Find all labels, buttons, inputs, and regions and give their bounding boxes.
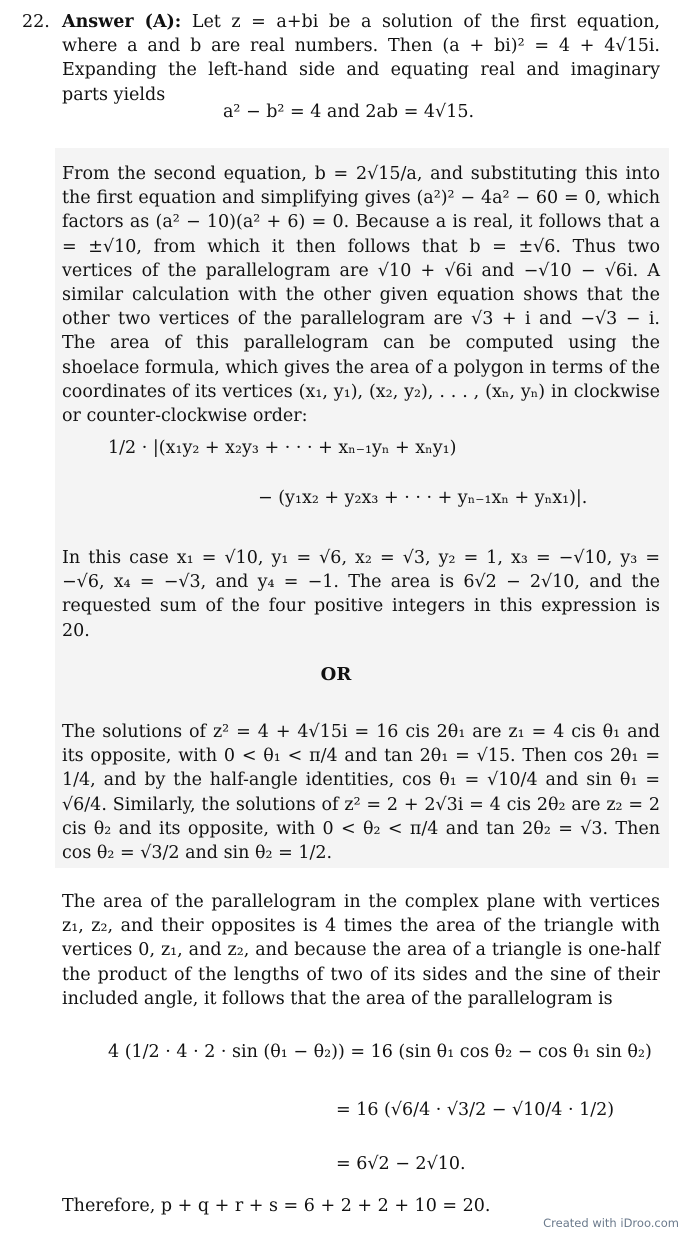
paragraph-triangle-area: The area of the parallelogram in the complex plane with vertices z₁, z₂, and their opposites is 4 times the area of the triangle with vertices 0, z₁, and z₂, and because the area of a triangle is one-half the product of the lengths of two of its sides and the sine of their included angle, it follows that the area of the parallelogram is <box>62 892 660 1009</box>
paragraph-derivation: From the second equation, b = 2√15/a, and substituting this into the first equation and simplifying gives (a²)² − 4a² − 60 = 0, which factors as (a² − 10)(a² + 6) = 0. Because a is real, it follows that a = ±√10, from which it then follows that b = ±√6. Thus two vertices of the parallelogram are √10 + √6i and −√10 − √6i. A similar calculation with the other given equation shows that the other two vertices of the parallelogram are √3 + i and −√3 − i. The area of this parallelogram can be computed using the shoelace formula, which gives the area of a polygon in terms of the coordinates of its vertices (x₁, y₁), (x₂, y₂), . . . , (xₙ, yₙ) in clockwise or counter-clockwise order: <box>62 164 660 427</box>
or-separator: OR <box>320 664 352 685</box>
paragraph-coordinates: In this case x₁ = √10, y₁ = √6, x₂ = √3, y₂ = 1, x₃ = −√10, y₃ = −√6, x₄ = −√3, and y₄ = −1. The area is 6√2 − 2√10, and the requested sum of the four positive integers in this expression is 20. <box>62 548 660 641</box>
shoelace-formula-line1: 1/2 · |(x₁y₂ + x₂y₃ + · · · + xₙ₋₁yₙ + xₙy₁) <box>108 438 457 458</box>
intro-text: Let z = a+bi be a solution of the first equation, where a and b are real numbers. Then (a + bi)² = 4 + 4√15i. Expanding the left-hand side and equating real and imaginary parts yields <box>62 12 660 105</box>
paragraph-intro <box>62 10 660 107</box>
shoelace-formula-line2: − (y₁x₂ + y₂x₃ + · · · + yₙ₋₁xₙ + yₙx₁)|. <box>258 488 588 508</box>
area-equation-line1: 4 (1/2 · 4 · 2 · sin (θ₁ − θ₂)) = 16 (sin θ₁ cos θ₂ − cos θ₁ sin θ₂) <box>108 1042 652 1062</box>
paragraph-polar-method: The solutions of z² = 4 + 4√15i = 16 cis 2θ₁ are z₁ = 4 cis θ₁ and its opposite, with 0 < θ₁ < π/4 and tan 2θ₁ = √15. Then cos 2θ₁ = 1/4, and by the half-angle identities, cos θ₁ = √10/4 and sin θ₁ = √6/4. Similarly, the solutions of z² = 2 + 2√3i = 4 cis 2θ₂ are z₂ = 2 cis θ₂ and its opposite, with 0 < θ₂ < π/4 and tan 2θ₂ = √3. Then cos θ₂ = √3/2 and sin θ₂ = 1/2. <box>62 722 660 864</box>
problem-number: 22. <box>22 12 50 32</box>
watermark-footer: Created with iDroo.com <box>543 1216 679 1230</box>
conclusion: Therefore, p + q + r + s = 6 + 2 + 2 + 10 = 20. <box>62 1196 491 1216</box>
equation-system: a² − b² = 4 and 2ab = 4√15. <box>222 102 475 122</box>
answer-label: Answer (A): <box>62 12 182 32</box>
area-equation-line3: = 6√2 − 2√10. <box>336 1154 466 1174</box>
area-equation-line2: = 16 (√6/4 · √3/2 − √10/4 · 1/2) <box>336 1100 615 1120</box>
